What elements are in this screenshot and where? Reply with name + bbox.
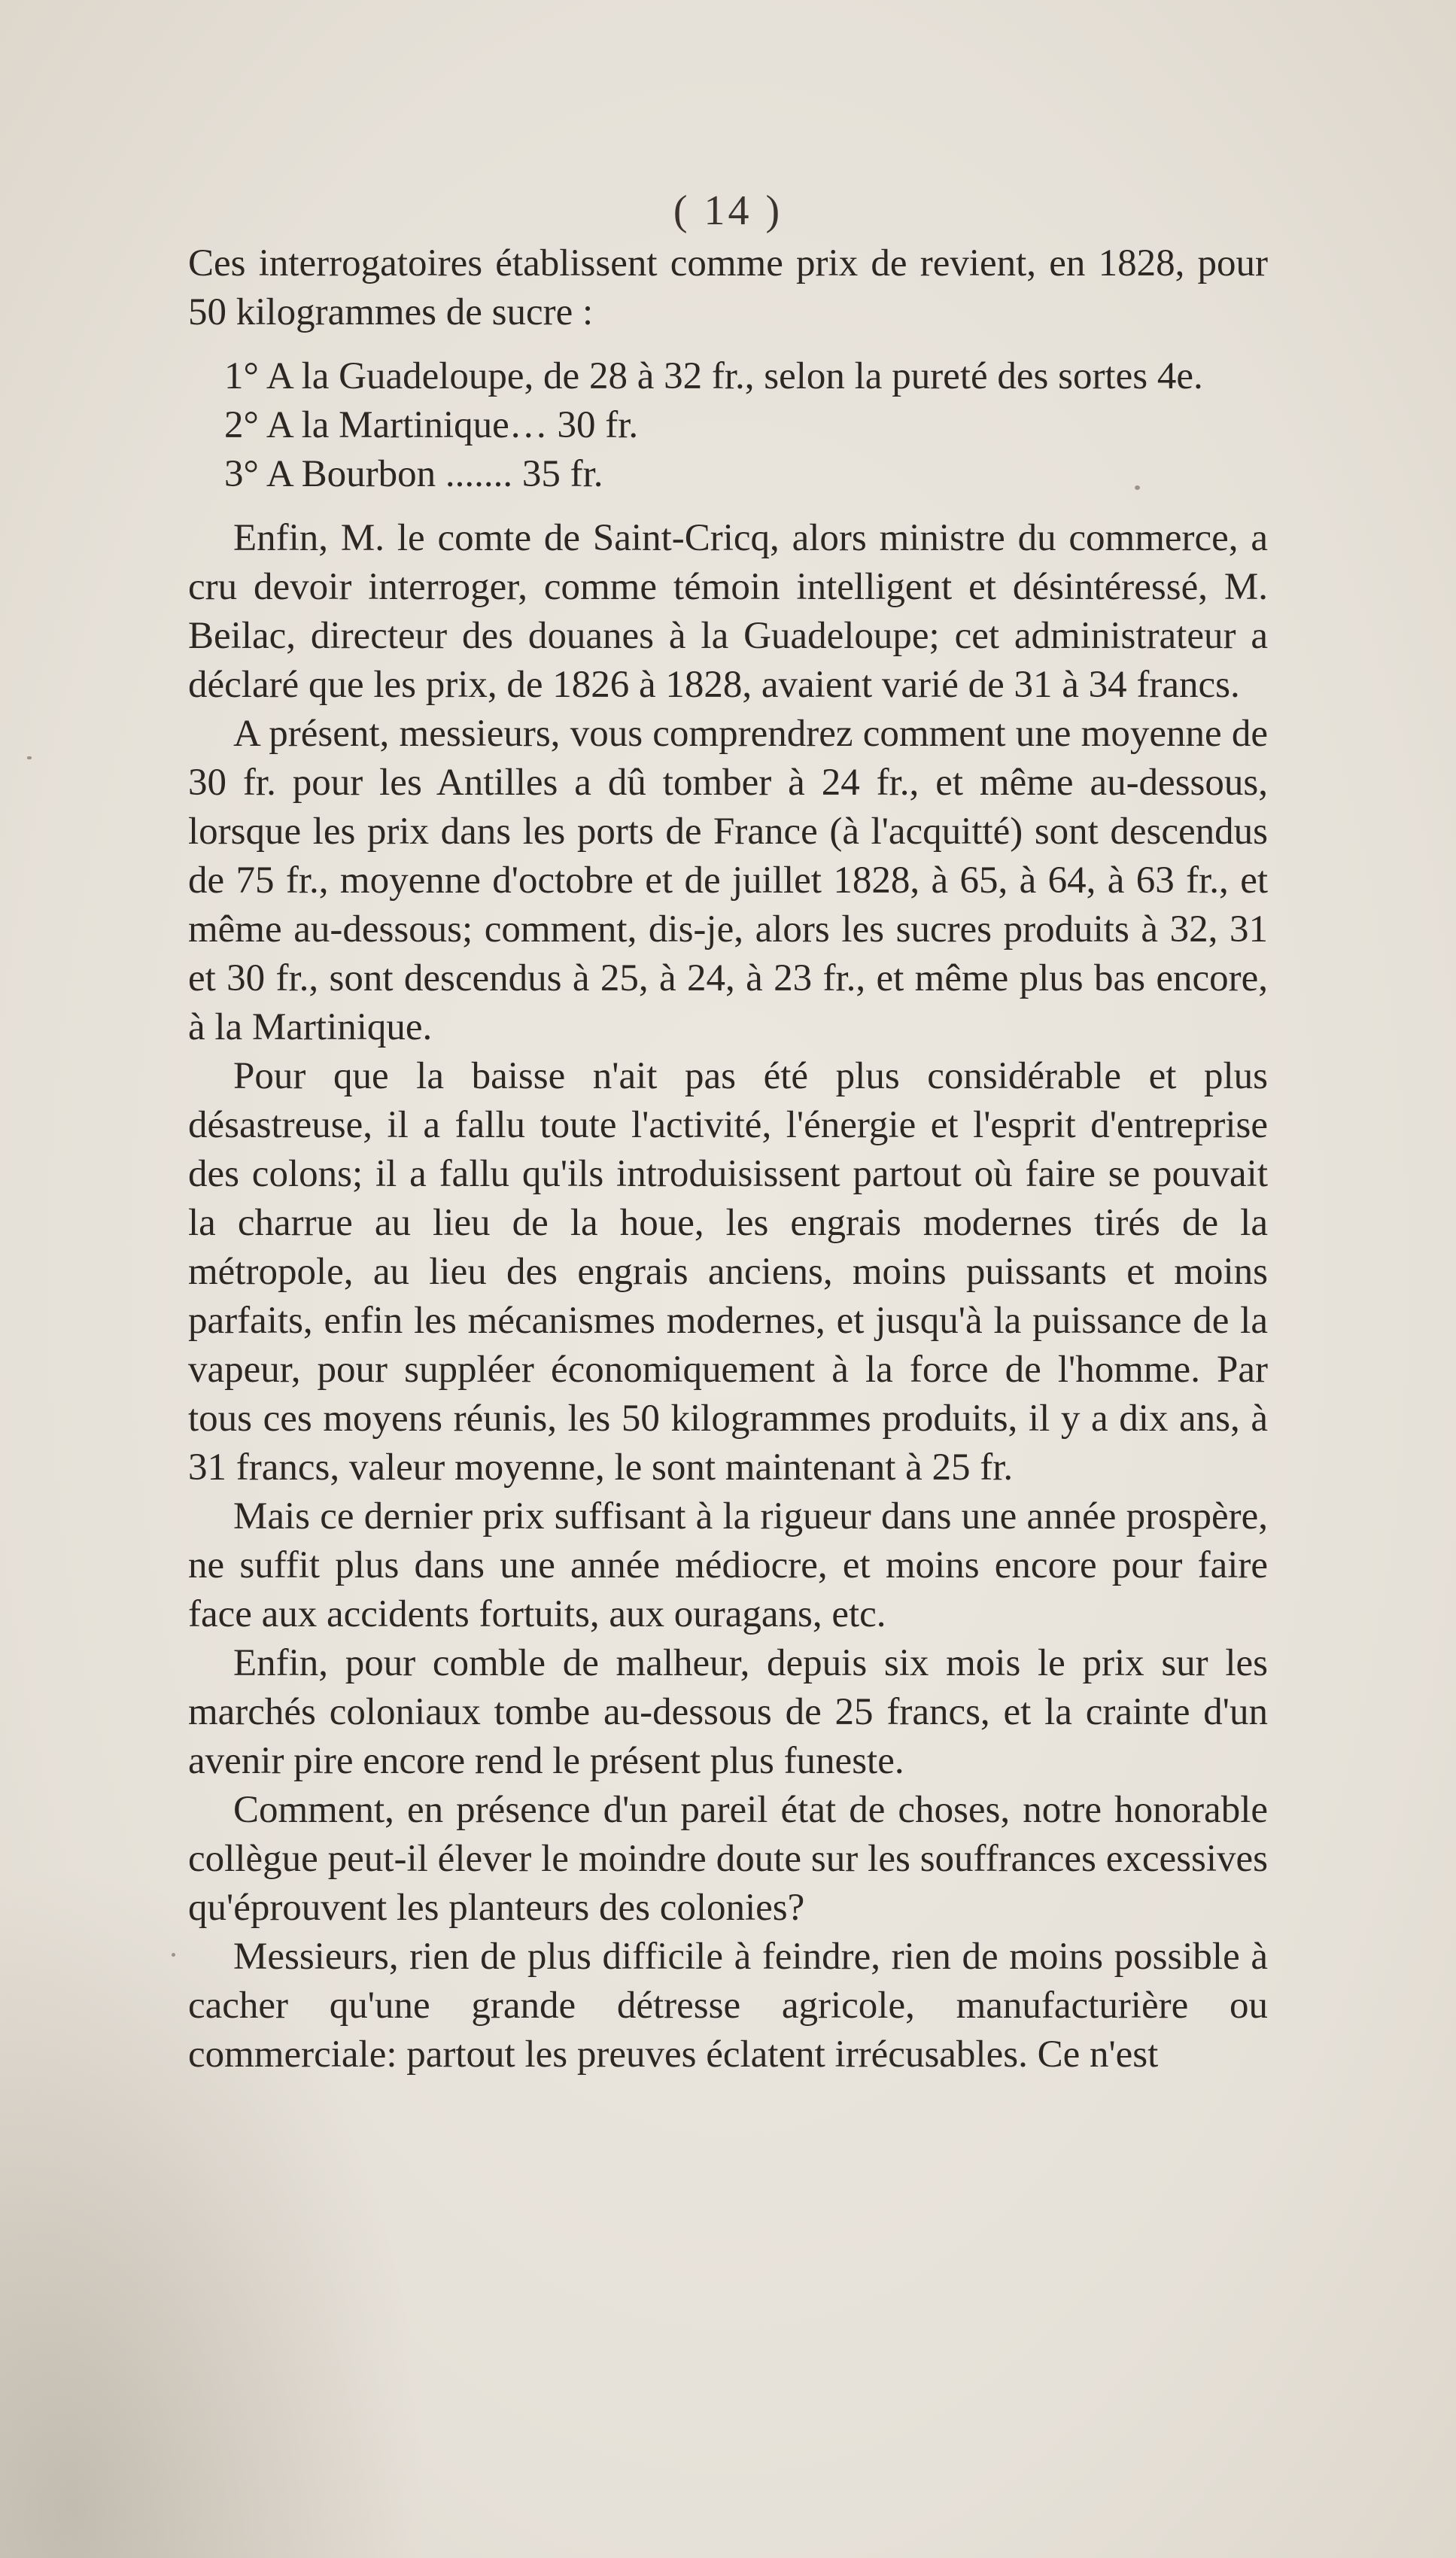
paragraph: A présent, messieurs, vous comprendrez comment une moyenne de 30 fr. pour les Antilles a dû tomber à 24 fr., et même au-dessous, lorsque les prix dans les ports de France (à l'acquitté) sont descendus de 75 fr., moyenne d'octobre et de juillet 1828, à 65, à 64, à 63 fr., et même au-dessous; comment, dis-je, alors les sucres produits à 32, 31 et 30 fr., sont descendus à 25, à 24, à 23 fr., et même plus bas encore, à la Martinique. <box>188 713 1268 1048</box>
paragraph: Enfin, pour comble de malheur, depuis six mois le prix sur les marchés coloniaux tombe au-dessous de 25 francs, et la crainte d'un avenir pire encore rend le présent plus funeste. <box>188 1642 1268 1782</box>
paragraph: Enfin, M. le comte de Saint-Cricq, alors ministre du commerce, a cru devoir interroger, comme témoin intelligent et désintéressé, M. Beilac, directeur des douanes à la Guadeloupe; cet administrateur a déclaré que les prix, de 1826 à 1828, avaient varié de 31 à 34 francs. <box>188 517 1268 706</box>
paragraph: Mais ce dernier prix suffisant à la rigueur dans une année prospère, ne suffit plus dans une année médiocre, et moins encore pour faire face aux accidents fortuits, aux ouragans, etc. <box>188 1495 1268 1635</box>
body-text <box>188 239 1268 2079</box>
paragraph: Comment, en présence d'un pareil état de choses, notre honorable collègue peut-il élever le moindre doute sur les souffrances excessives qu'éprouvent les planteurs des colonies? <box>188 1789 1268 1929</box>
paragraph: Messieurs, rien de plus difficile à feindre, rien de moins possible à cacher qu'une grande détresse agricole, manufacturière ou commerciale: partout les preuves éclatent irrécusables. Ce n'est <box>188 1936 1268 2076</box>
list-item: 2° A la Martinique… 30 fr. <box>224 404 639 446</box>
margin-mark <box>27 756 32 759</box>
margin-mark <box>172 1953 175 1957</box>
list-item: 1° A la Guadeloupe, de 28 à 32 fr., selon la pureté des sortes 4e. <box>224 355 1203 397</box>
price-list <box>224 352 1268 499</box>
page-number: ( 14 ) <box>673 187 783 234</box>
intro-paragraph: Ces interrogatoires établissent comme prix de revient, en 1828, pour 50 kilogrammes de sucre : <box>188 242 1268 333</box>
paragraph: Pour que la baisse n'ait pas été plus considérable et plus désastreuse, il a fallu toute l'activité, l'énergie et l'esprit d'entreprise des colons; il a fallu qu'ils introduisissent partout où faire se pouvait la charrue au lieu de la houe, les engrais modernes tirés de la métropole, au lieu des engrais anciens, moins puissants et moins parfaits, enfin les mécanismes modernes, et jusqu'à la puissance de la vapeur, pour suppléer économiquement à la force de l'homme. Par tous ces moyens réunis, les 50 kilogrammes produits, il y a dix ans, à 31 francs, valeur moyenne, le sont maintenant à 25 fr. <box>188 1055 1268 1489</box>
list-item: 3° A Bourbon ....... 35 fr. <box>224 453 603 495</box>
